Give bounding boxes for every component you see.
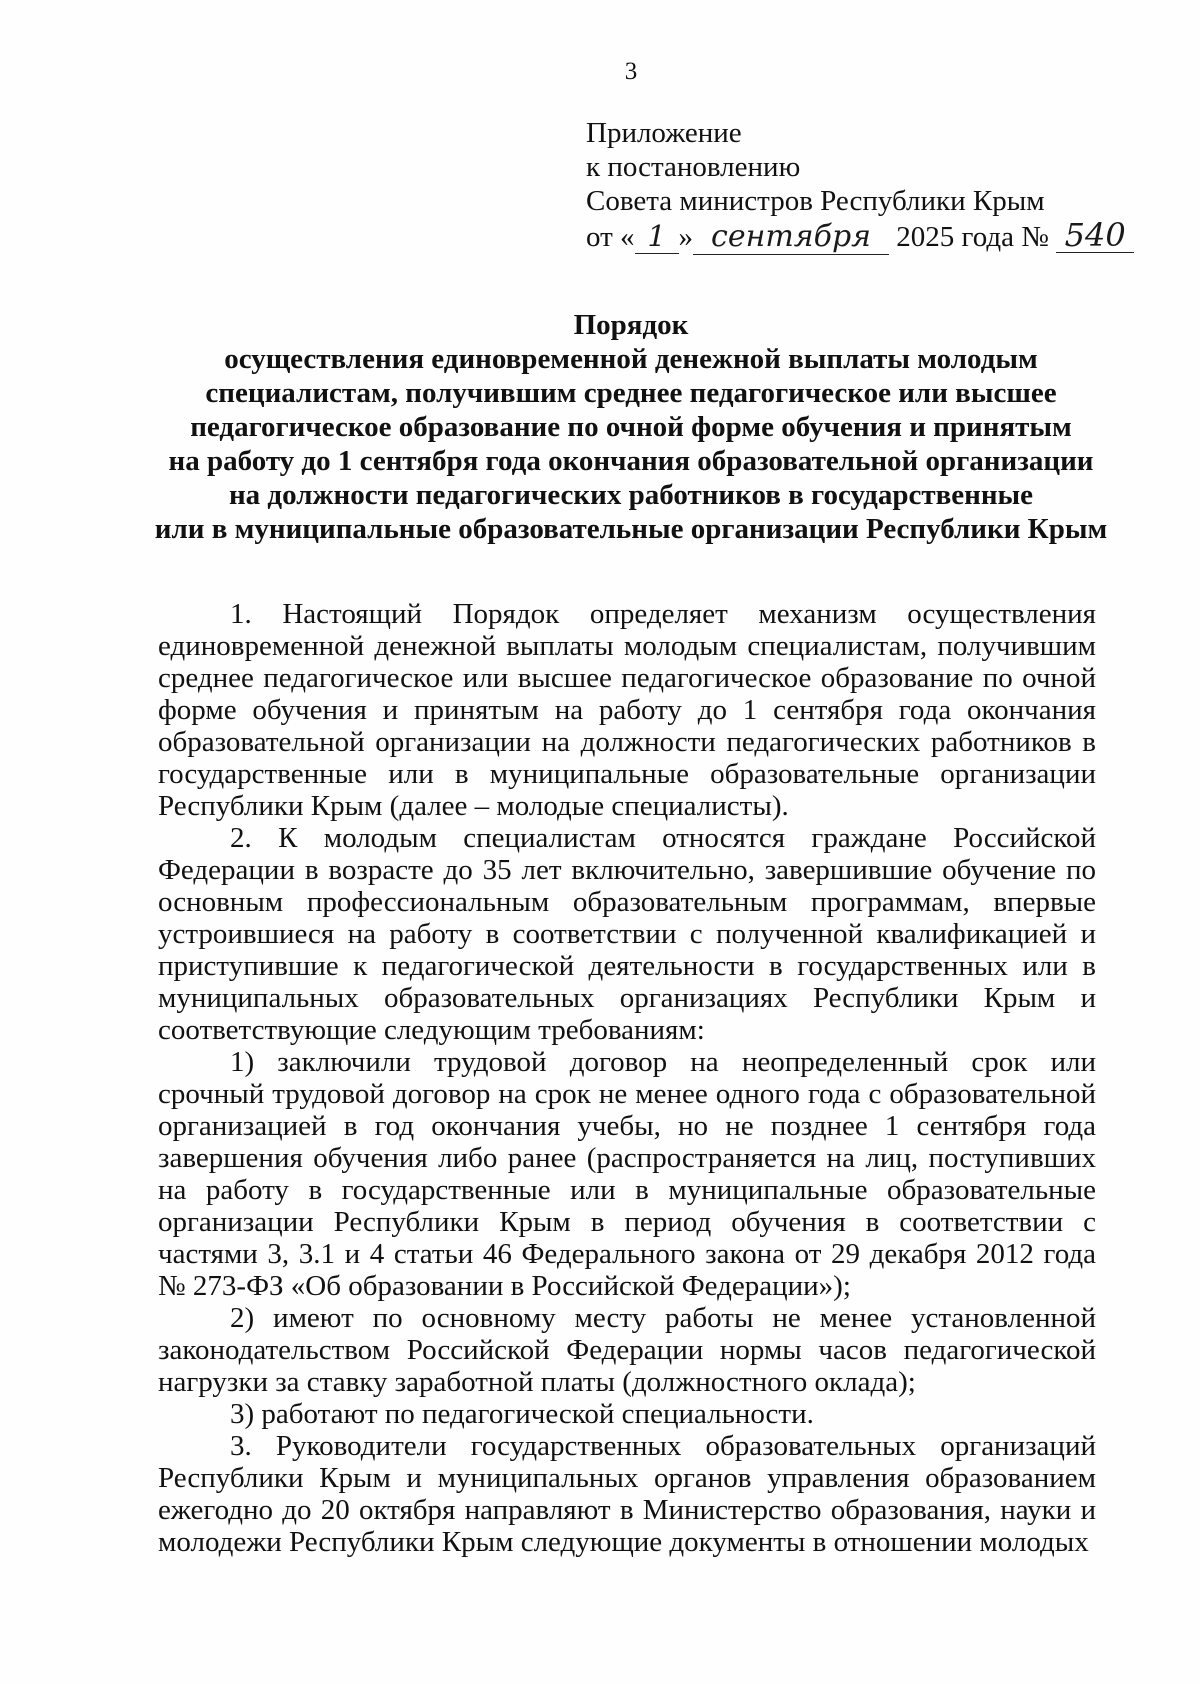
subparagraph-2: 2) имеют по основному месту работы не менее установленной законодательством Российской Федерации нормы часов педагогической нагрузки за ставку заработной платы (должностного оклада); <box>158 1302 1096 1398</box>
appendix-header <box>586 116 1134 255</box>
date-day: 1 <box>635 219 679 254</box>
paragraph-3: 3. Руководители государственных образовательных организаций Республики Крым и муниципальных органов управления образованием ежегодно до 20 октября направляют в Министерство образования, науки и молодежи Республики Крым следующие документы в отношении молодых <box>158 1430 1096 1558</box>
document-body <box>158 598 1096 1558</box>
appendix-to-resolution: к постановлению <box>586 151 801 183</box>
title-line: на должности педагогических работников в государственные <box>228 479 1034 511</box>
title-line: педагогическое образование по очной форме обучения и принятым <box>190 411 1072 443</box>
document-title <box>0 308 1200 546</box>
title-main: Порядок <box>573 309 689 341</box>
subparagraph-3: 3) работают по педагогической специальности. <box>230 1398 814 1430</box>
date-mid: » <box>678 221 694 253</box>
date-prefix: от « <box>586 221 635 253</box>
appendix-date-line <box>586 218 1134 255</box>
title-line: или в муниципальные образовательные организации Республики Крым <box>154 513 1108 545</box>
paragraph-2: 2. К молодым специалистам относятся граждане Российской Федерации в возрасте до 35 лет включительно, завершившие обучение по основным профессиональным образовательным программам, впервые устроившиеся на работу в соответствии с полученной квалификацией и приступившие к педагогической деятельности в государственных или в муниципальных образовательных организациях Республики Крым и соответствующие следующим требованиям: <box>158 822 1096 1046</box>
title-line: специалистам, получившим среднее педагогическое или высшее <box>205 377 1057 409</box>
title-line: осуществления единовременной денежной выплаты молодым <box>224 343 1038 375</box>
appendix-issuer: Совета министров Республики Крым <box>586 185 1045 217</box>
appendix-title: Приложение <box>586 117 742 149</box>
subparagraph-1: 1) заключили трудовой договор на неопределенный срок или срочный трудовой договор на срок не менее одного года с образовательной организацией в год окончания учебы, но не позднее 1 сентября года завершения обучения либо ранее (распространяется на лиц, поступивших на работу в государственные или в муниципальные образовательные организации Республики Крым в период обучения в соответствии с частями 3, 3.1 и 4 статьи 46 Федерального закона от 29 декабря 2012 года № 273-ФЗ «Об образовании в Российской Федерации»); <box>158 1046 1096 1302</box>
document-number: 540 <box>1056 218 1134 253</box>
date-suffix: 2025 года № <box>896 221 1049 253</box>
page-number: 3 <box>624 58 638 85</box>
paragraph-1: 1. Настоящий Порядок определяет механизм осуществления единовременной денежной выплаты молодым специалистам, получившим среднее педагогическое или высшее педагогическое образование по очной форме обучения и принятым на работу до 1 сентября года окончания образовательной организации на должности педагогических работников в государственные или в муниципальные образовательные организации Республики Крым (далее – молодые специалисты). <box>158 598 1096 822</box>
title-line: на работу до 1 сентября года окончания образовательной организации <box>168 445 1094 477</box>
date-month: сентября <box>693 220 889 255</box>
